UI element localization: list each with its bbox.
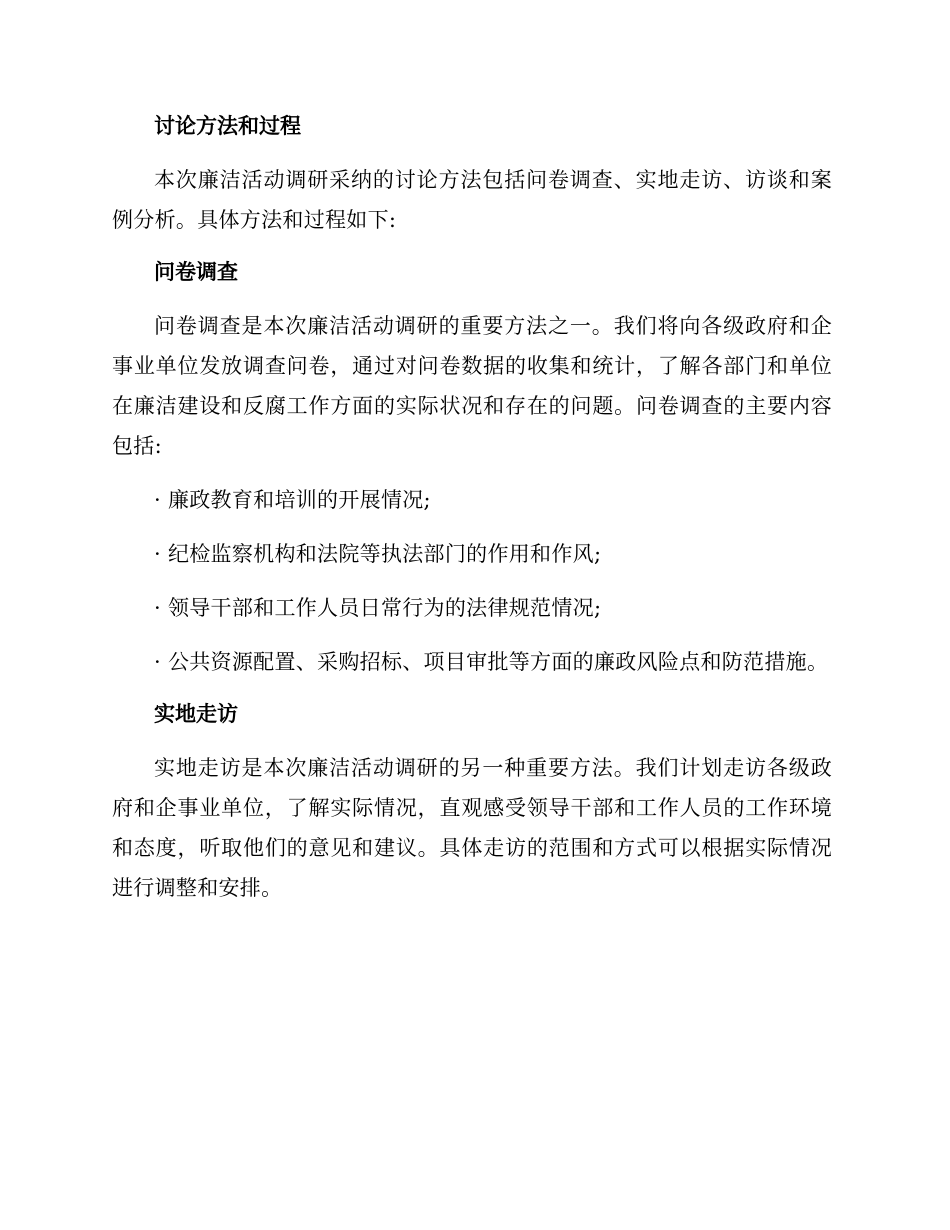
document-page	[112, 108, 832, 922]
list-item: · 领导干部和工作人员日常行为的法律规范情况;	[154, 596, 602, 620]
section-heading-questionnaire: 问卷调查	[154, 260, 238, 284]
section-heading-methods: 讨论方法和过程	[154, 114, 301, 138]
list-item: · 廉政教育和培训的开展情况;	[154, 488, 431, 512]
list-item: · 公共资源配置、采购招标、项目审批等方面的廉政风险点和防范措施。	[154, 650, 829, 674]
list-item: · 纪检监察机构和法院等执法部门的作用和作风;	[154, 542, 602, 566]
methods-paragraph: 本次廉洁活动调研采纳的讨论方法包括问卷调查、实地走访、访谈和案例分析。具体方法和过程如下:	[112, 168, 832, 232]
field-visit-paragraph: 实地走访是本次廉洁活动调研的另一种重要方法。我们计划走访各级政府和企事业单位，了解实际情况，直观感受领导干部和工作人员的工作环境和态度，听取他们的意见和建议。具体走访的范围和方式可以根据实际情况进行调整和安排。	[112, 756, 832, 900]
section-heading-field-visit: 实地走访	[154, 702, 238, 726]
questionnaire-paragraph: 问卷调查是本次廉洁活动调研的重要方法之一。我们将向各级政府和企事业单位发放调查问卷，通过对问卷数据的收集和统计，了解各部门和单位在廉洁建设和反腐工作方面的实际状况和存在的问题。问卷调查的主要内容包括:	[112, 314, 832, 458]
